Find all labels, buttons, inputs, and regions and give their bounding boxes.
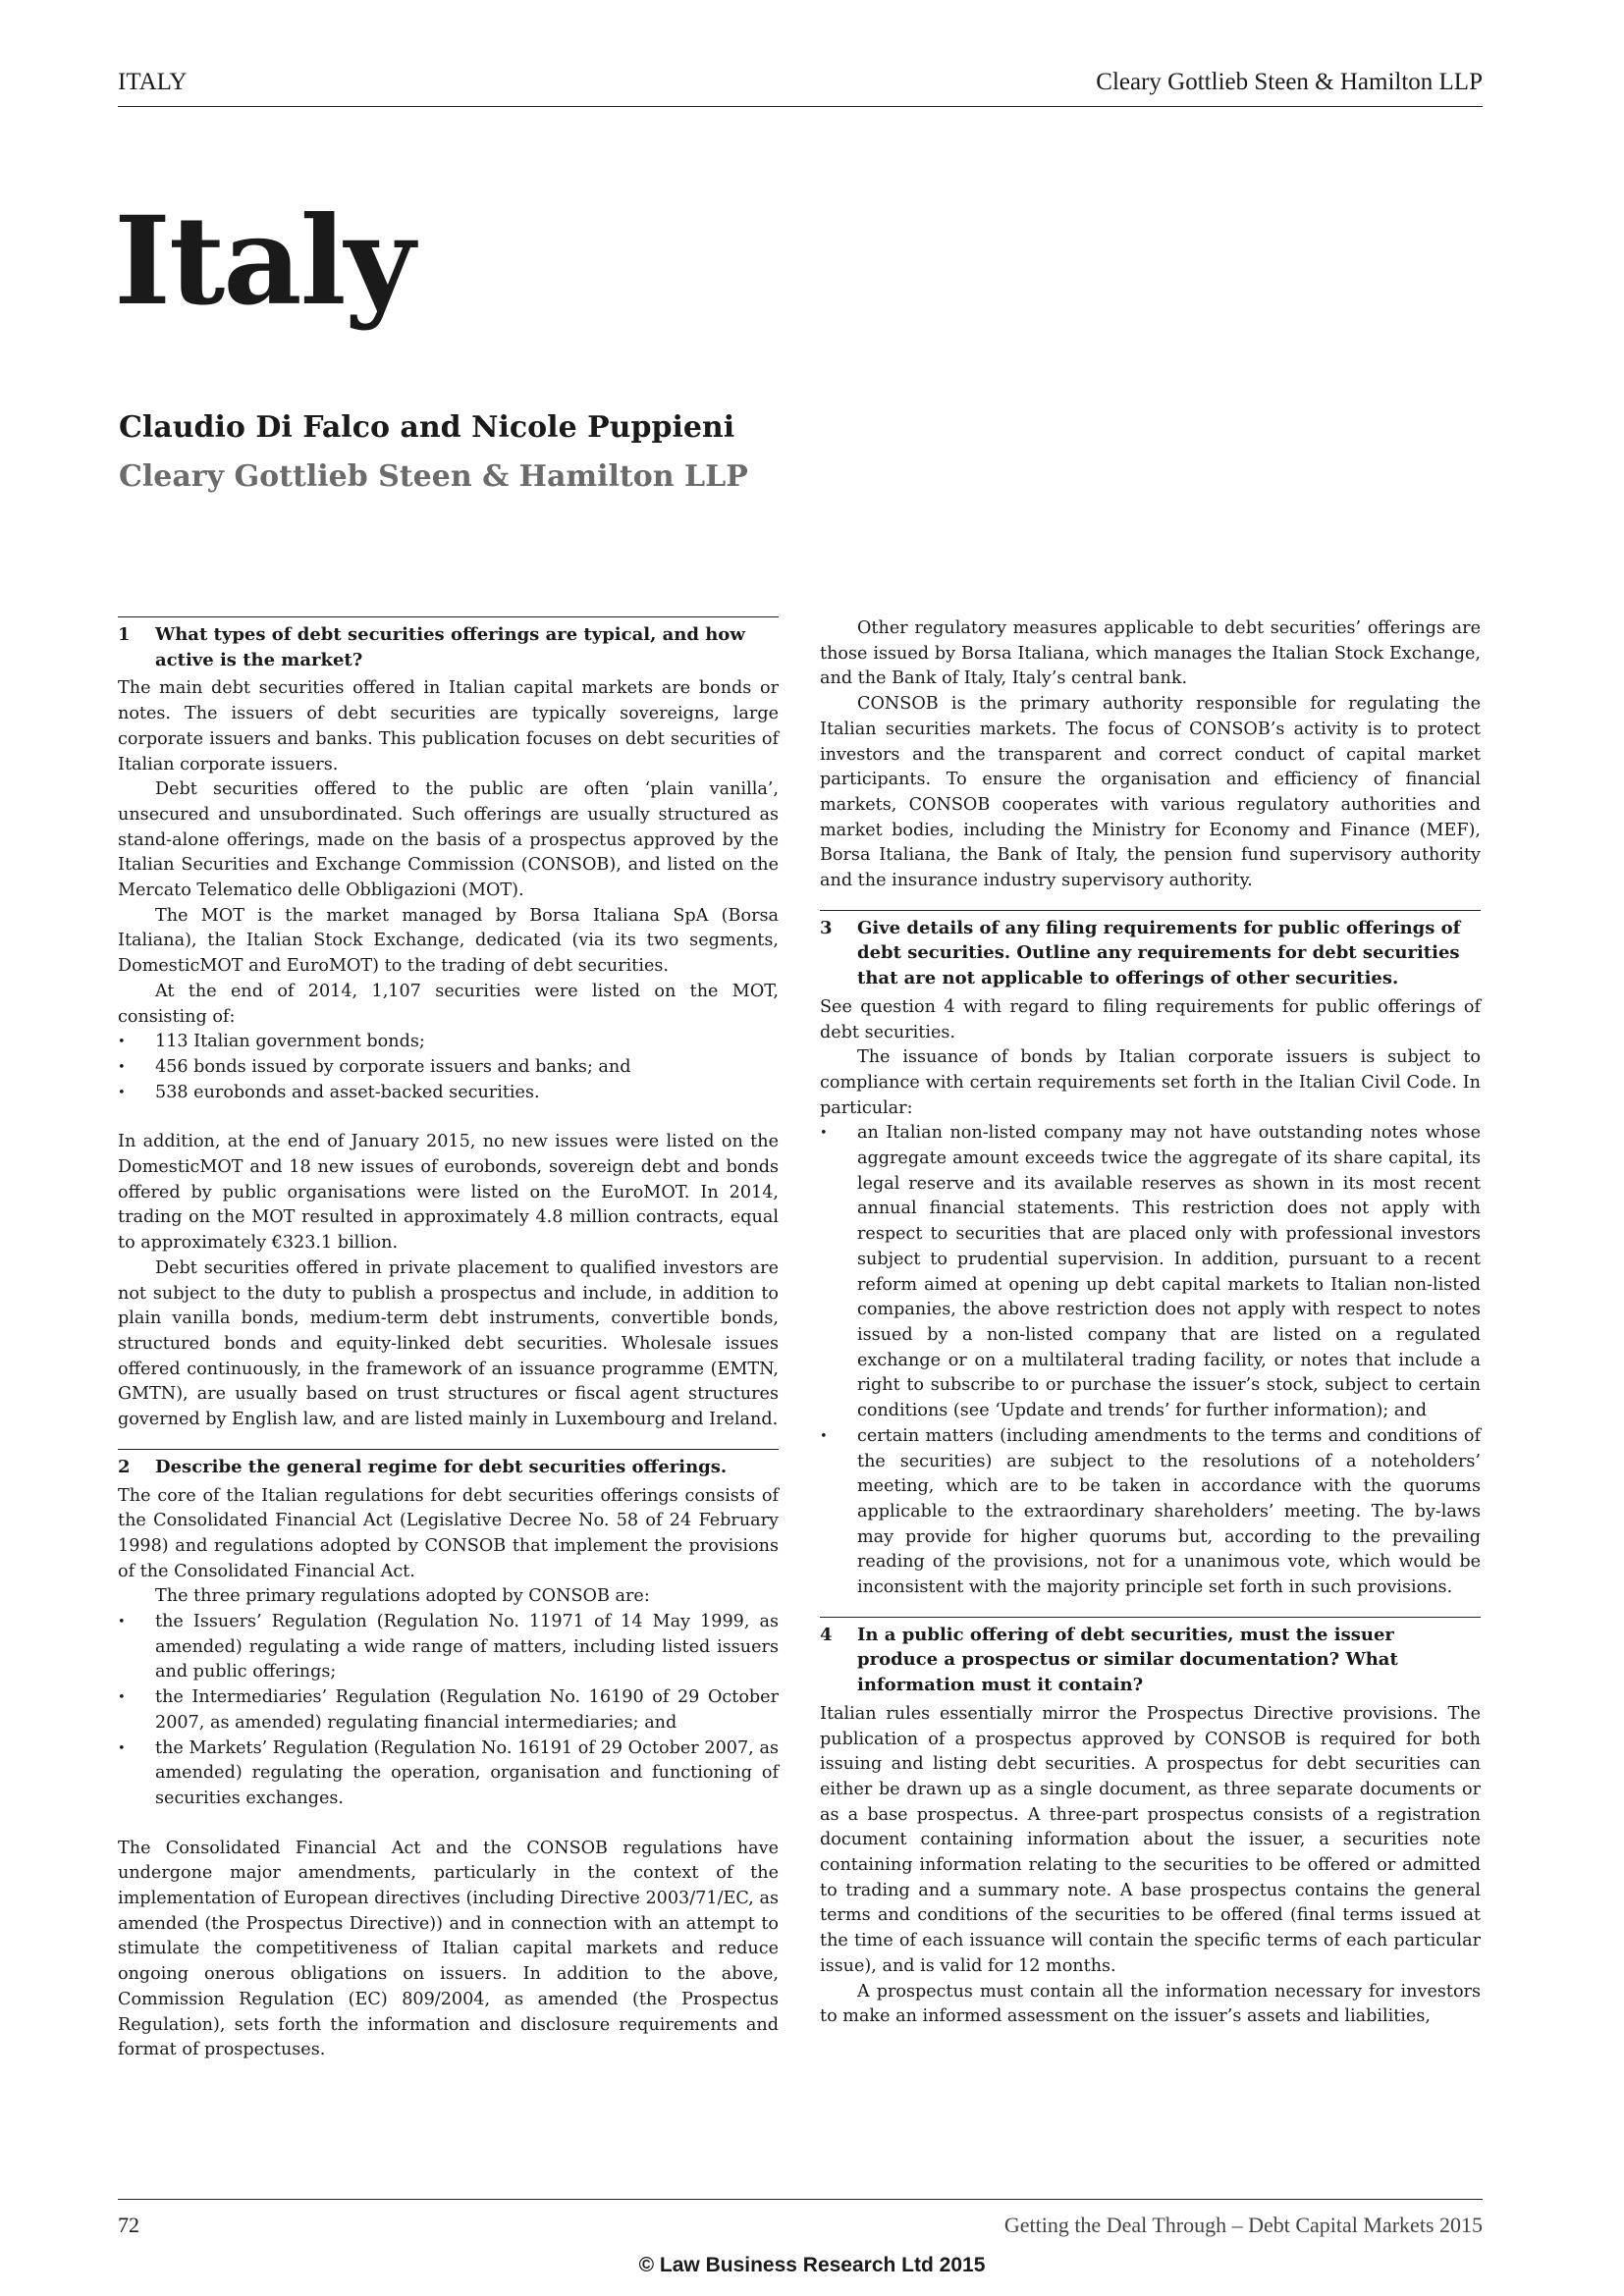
question-text: In a public offering of debt securities, must the issuer produce a prospectus or similar documentation? What information must it contain? [857, 1624, 1398, 1696]
page-number: 72 [118, 2213, 139, 2237]
paragraph: CONSOB is the primary authority responsible for regulating the Italian securities markets. The focus of CONSOB’s activity is to protect investors and the transparent and correct conduct of capital market participants. To ensure the organisation and efficiency of financial markets, CONSOB cooperates with various regulatory authorities and market bodies, including the Ministry for Economy and Finance (MEF), Borsa Italiana, the Bank of Italy, the pension fund supervisory authority and the insurance industry supervisory authority. [820, 694, 1481, 891]
list-item: • 456 bonds issued by corporate issuers and banks; and [118, 1055, 779, 1081]
chapter-title: Italy [114, 190, 413, 333]
paragraph: A prospectus must contain all the information necessary for investors to make an informed assessment on the issuer’s assets and liabilities, [820, 1981, 1481, 2027]
paragraph: Italian rules essentially mirror the Prospectus Directive provisions. The publication of a prospectus approved by CONSOB is required for both issuing and listing debt securities. A prospectus for debt securities can either be drawn up as a single document, as three separate documents or as a base prospectus. A three-part prospectus consists of a registration document containing information about the issuer, a securities note containing information relating to the securities to be offered or admitted to trading and a summary note. A base prospectus contains the general terms and conditions of the securities to be offered (final terms issued at the time of each issuance will contain the specific terms of each particular issue), and is valid for 12 months. [820, 1703, 1481, 1976]
running-header-firm: Cleary Gottlieb Steen & Hamilton LLP [1096, 69, 1483, 95]
paragraph: Debt securities offered to the public are often ‘plain vanilla’, unsecured and unsubordinated. Such offerings are usually structured as stand-alone offerings, made on the basis of a prospectus approved by the Italian Securities and Exchange Commission (CONSOB), and listed on the Mercato Telematico delle Obbligazioni (MOT). [118, 779, 779, 901]
question-number: 1 [118, 624, 131, 645]
right-column [820, 616, 1481, 2030]
footer-rule [118, 2199, 1483, 2200]
paragraph: Other regulatory measures applicable to debt securities’ offerings are those issued by Borsa Italiana, which manages the Italian Stock Exchange, and the Bank of Italy, Italy’s central bank. [820, 618, 1481, 689]
question-text: What types of debt securities offerings are typical, and how active is the market? [155, 624, 745, 670]
list-item: • certain matters (including amendments to the terms and conditions of the securities) are subject to the resolutions of a noteholders’ meeting, which are to be taken in accordance with the quorums applicable to the extraordinary shareholders’ meeting. The by-laws may provide for higher quorums but, according to the prevailing reading of the provisions, not for a unanimous vote, which would be inconsistent with the majority principle set forth in such provisions. [820, 1424, 1481, 1601]
list-item: • 113 Italian government bonds; [118, 1030, 779, 1055]
paragraph: The three primary regulations adopted by CONSOB are: [155, 1586, 650, 1607]
list-item: • the Issuers’ Regulation (Regulation No. 11971 of 14 May 1999, as amended) regulating a wide range of matters, including listed issuers and public offerings; [118, 1610, 779, 1685]
paragraph: The issuance of bonds by Italian corporate issuers is subject to compliance with certain requirements set forth in the Italian Civil Code. In particular: [820, 1047, 1481, 1118]
header-rule [118, 106, 1483, 107]
list-item: • the Intermediaries’ Regulation (Regulation No. 16190 of 29 October 2007, as amended) regulating financial intermediaries; and [118, 1685, 779, 1735]
question-text: Give details of any filing requirements for public offerings of debt securities. Outline any requirements for debt securities that are not applicable to offerings of other securities. [857, 917, 1461, 989]
author-firm: Cleary Gottlieb Steen & Hamilton LLP [119, 459, 748, 494]
list-item: • an Italian non-listed company may not have outstanding notes whose aggregate amount exceeds twice the aggregate of its share capital, its legal reserve and its available reserves as shown in its most recent annual financial statements. This restriction does not apply with respect to securities that are placed only with professional investors subject to prudential supervision. In addition, pursuant to a recent reform aimed at opening up debt capital markets to Italian non-listed companies, the above restriction does not apply with respect to notes issued by a non-listed company that are listed on a regulated exchange or on a multilateral trading facility, or notes that include a right to subscribe to or purchase the issuer’s stock, subject to certain conditions (see ‘Update and trends’ for further information); and [820, 1121, 1481, 1423]
question-heading [118, 616, 779, 672]
authors: Claudio Di Falco and Nicole Puppieni [119, 410, 735, 445]
paragraph: At the end of 2014, 1,107 securities were listed on the MOT, consisting of: [118, 981, 779, 1027]
question-number: 4 [820, 1624, 833, 1645]
paragraph: The Consolidated Financial Act and the CONSOB regulations have undergone major amendments, particularly in the context of the implementation of European directives (including Directive 2003/71/EC, as amended (the Prospectus Directive)) and in connection with an attempt to stimulate the competitiveness of Italian capital markets and reduce ongoing onerous obligations on issuers. In addition to the above, Commission Regulation (EC) 809/2004, as amended (the Prospectus Regulation), sets forth the information and disclosure requirements and format of prospectuses. [118, 1838, 779, 2060]
paragraph: In addition, at the end of January 2015, no new issues were listed on the DomesticMOT and 18 new issues of eurobonds, sovereign debt and bonds offered by public organisations were listed on the EuroMOT. In 2014, trading on the MOT resulted in approximately 4.8 million contracts, equal to approximately €323.1 billion. [118, 1132, 779, 1254]
bullet-list [820, 1121, 1481, 1600]
question-number: 3 [820, 917, 833, 938]
paragraph: See question 4 with regard to filing requirements for public offerings of debt securities. [820, 996, 1481, 1042]
paragraph: The core of the Italian regulations for debt securities offerings consists of the Consolidated Financial Act (Legislative Decree No. 58 of 24 February 1998) and regulations adopted by CONSOB that implement the provisions of the Consolidated Financial Act. [118, 1485, 779, 1581]
question-heading [820, 910, 1481, 991]
question-heading [118, 1449, 779, 1480]
publication-title: Getting the Deal Through – Debt Capital Markets 2015 [1003, 2213, 1483, 2237]
question-heading [820, 1617, 1481, 1698]
bullet-list [118, 1030, 779, 1105]
running-header-country: ITALY [118, 69, 188, 95]
bullet-list [118, 1610, 779, 1812]
copyright-notice: © Law Business Research Ltd 2015 [638, 2254, 986, 2276]
question-text: Describe the general regime for debt securities offerings. [155, 1456, 728, 1477]
paragraph: The main debt securities offered in Italian capital markets are bonds or notes. The issuers of debt securities are typically sovereigns, large corporate issuers and banks. This publication focuses on debt securities of Italian corporate issuers. [118, 678, 779, 774]
left-column [118, 616, 779, 2063]
paragraph: Debt securities offered in private placement to qualified investors are not subject to the duty to publish a prospectus and include, in addition to plain vanilla bonds, medium-term debt instruments, convertible bonds, structured bonds and equity-linked debt securities. Wholesale issues offered continuously, in the framework of an issuance programme (EMTN, GMTN), are usually based on trust structures or fiscal agent structures governed by English law, and are listed mainly in Luxembourg and Ireland. [118, 1257, 779, 1430]
question-number: 2 [118, 1456, 131, 1477]
paragraph: The MOT is the market managed by Borsa Italiana SpA (Borsa Italiana), the Italian Stock Exchange, dedicated (via its two segments, DomesticMOT and EuroMOT) to the trading of debt securities. [118, 905, 779, 977]
list-item: • the Markets’ Regulation (Regulation No. 16191 of 29 October 2007, as amended) regulating the operation, organisation and functioning of securities exchanges. [118, 1736, 779, 1812]
list-item: • 538 eurobonds and asset-backed securities. [118, 1081, 779, 1106]
